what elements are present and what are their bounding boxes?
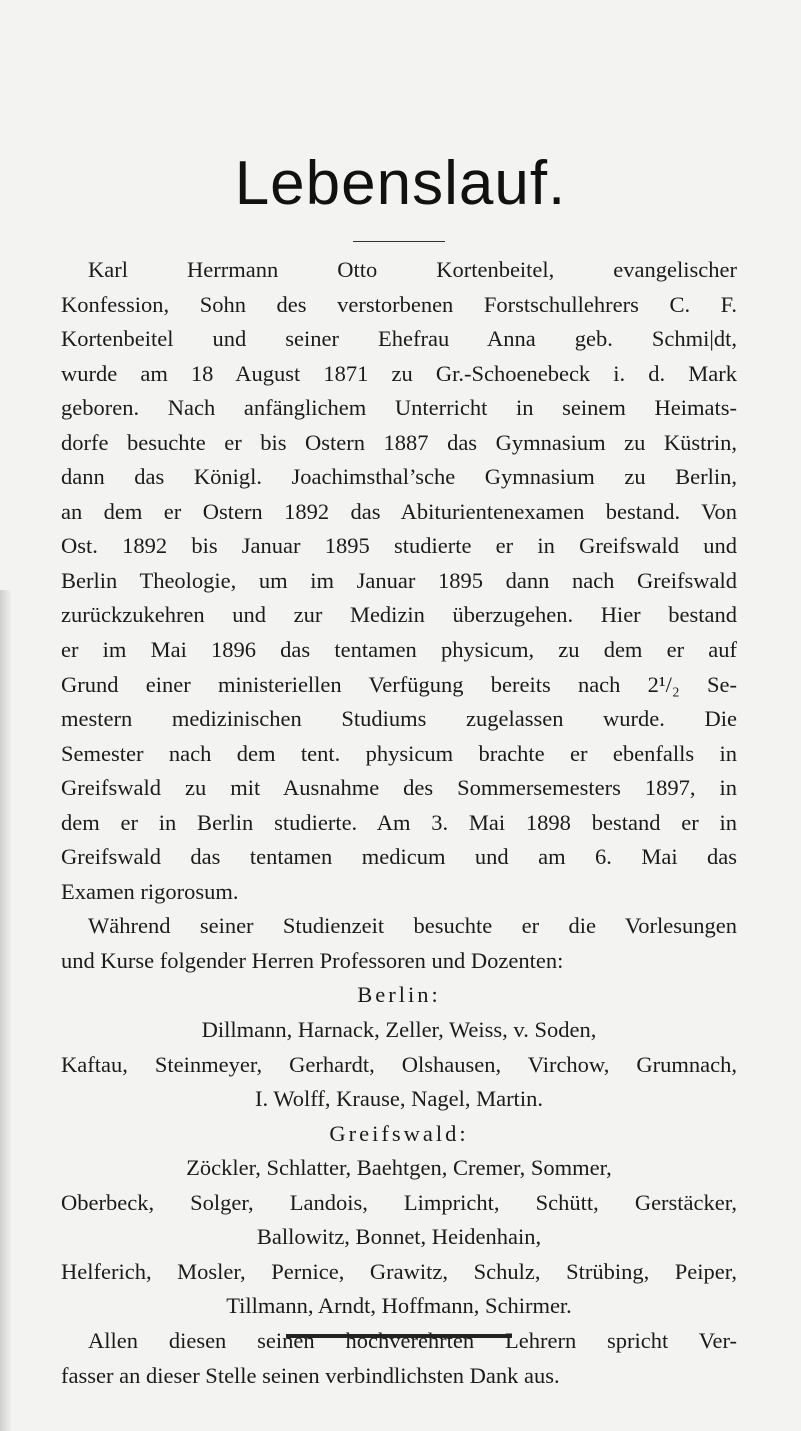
professor-list-line: I. Wolff, Krause, Nagel, Martin. — [255, 1086, 543, 1112]
text-line: Kortenbeitel und seiner Ehefrau Anna geb. Schmi|dt, — [61, 326, 737, 352]
scan-edge-shadow — [0, 590, 12, 1431]
text-line: Während seiner Studienzeit besuchte er die Vorlesungen — [88, 913, 737, 939]
city-heading-greifswald: Greifswald: — [329, 1120, 469, 1146]
professor-list-line: Oberbeck, Solger, Landois, Limpricht, Schütt, Gerstäcker, — [61, 1189, 737, 1215]
text-line: wurde am 18 August 1871 zu Gr.-Schoenebeck i. d. Mark — [61, 360, 737, 386]
text-line: mestern medizinischen Studiums zugelassen wurde. Die — [61, 706, 737, 732]
text-line: fasser an dieser Stelle seinen verbindlichsten Dank aus. — [61, 1362, 560, 1388]
text-line: dem er in Berlin studierte. Am 3. Mai 1898 bestand er in — [61, 809, 737, 835]
professor-list-line: Kaftau, Steinmeyer, Gerhardt, Olshausen, Virchow, Grumnach, — [61, 1051, 737, 1077]
text-line: Greifswald zu mit Ausnahme des Sommersemesters 1897, in — [61, 775, 737, 801]
professor-list-line: Ballowitz, Bonnet, Heidenhain, — [256, 1224, 542, 1250]
text-line: Examen rigorosum. — [61, 878, 239, 904]
text-line: Allen diesen seinen hochverehrten Lehrern spricht Ver- — [88, 1327, 737, 1353]
text-line: und Kurse folgender Herren Professoren und Dozenten: — [61, 947, 564, 973]
closing-rule — [286, 1334, 512, 1338]
text-line: Semester nach dem tent. physicum brachte er ebenfalls in — [61, 740, 737, 766]
text-line: Ost. 1892 bis Januar 1895 studierte er in Greifswald und — [61, 533, 737, 559]
document-title: Lebenslauf. — [234, 149, 567, 218]
document-body — [61, 253, 737, 1393]
text-line: Grund einer ministeriellen Verfügung bereits nach 2¹/₂ Se- — [61, 671, 737, 697]
professor-list-line: Tillmann, Arndt, Hoffmann, Schirmer. — [226, 1293, 572, 1319]
text-line: an dem er Ostern 1892 das Abiturientenexamen bestand. Von — [61, 498, 737, 524]
text-line: zurückzukehren und zur Medizin überzugehen. Hier bestand — [61, 602, 737, 628]
text-line: geboren. Nach anfänglichem Unterricht in seinem Heimats- — [61, 395, 737, 421]
professor-list-line: Zöckler, Schlatter, Baehtgen, Cremer, Sommer, — [186, 1155, 612, 1181]
city-heading-berlin: Berlin: — [357, 982, 441, 1008]
professor-list-line: Helferich, Mosler, Pernice, Grawitz, Schulz, Strübing, Peiper, — [61, 1258, 737, 1284]
text-line: Karl Herrmann Otto Kortenbeitel, evangelischer — [88, 257, 737, 282]
title-divider — [353, 241, 445, 242]
text-line: dann das Königl. Joachimsthal’sche Gymnasium zu Berlin, — [61, 464, 737, 490]
text-line: Berlin Theologie, um im Januar 1895 dann nach Greifswald — [61, 567, 737, 593]
professor-list-line: Dillmann, Harnack, Zeller, Weiss, v. Soden, — [201, 1017, 597, 1043]
text-line: dorfe besuchte er bis Ostern 1887 das Gymnasium zu Küstrin, — [61, 429, 737, 455]
text-line: Greifswald das tentamen medicum und am 6. Mai das — [61, 844, 737, 870]
text-line: er im Mai 1896 das tentamen physicum, zu dem er auf — [61, 637, 737, 663]
text-line: Konfession, Sohn des verstorbenen Forstschullehrers C. F. — [61, 291, 737, 317]
